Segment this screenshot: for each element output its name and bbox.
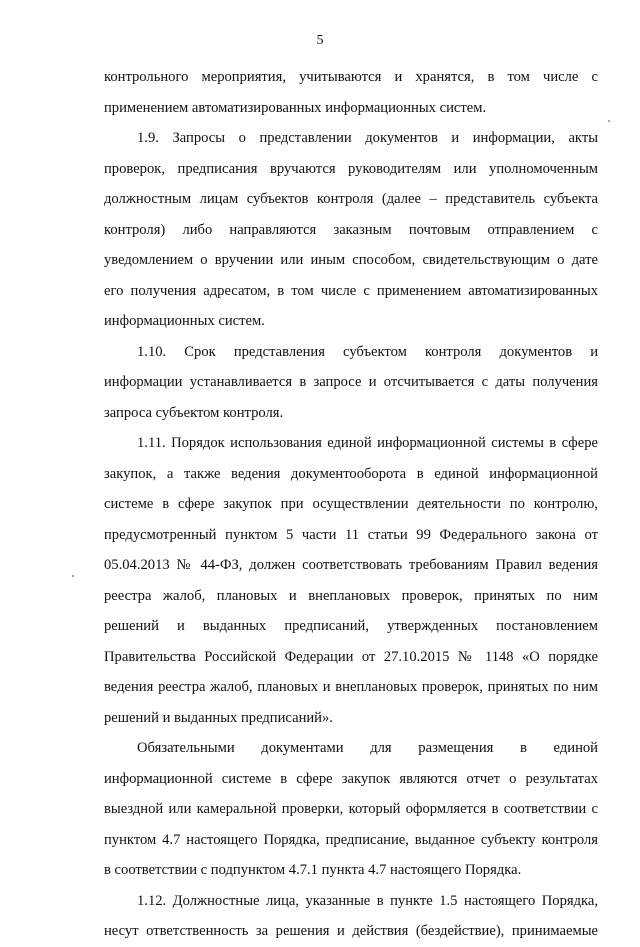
text-line: применением автоматизированных информационных систем. xyxy=(104,99,487,116)
text-line: информации устанавливается в запросе и отсчитывается с даты получения xyxy=(104,374,598,390)
text-line: уведомлением о вручении или иным способом, свидетельствующим о дате xyxy=(104,252,598,268)
text-line: должностным лицам субъектов контроля (далее – представитель субъекта xyxy=(104,191,598,207)
text-line: системе в сфере закупок при осуществлении деятельности по контролю, xyxy=(104,496,598,512)
text-line: информационных систем. xyxy=(104,313,265,329)
text-line: запроса субъектом контроля. xyxy=(104,404,284,421)
text-line: решений и выданных предписаний, утвержденных постановлением xyxy=(104,618,598,634)
text-line: его получения адресатом, в том числе с применением автоматизированных xyxy=(104,282,598,299)
text-line: несут ответственность за решения и действия (бездействие), принимаемые xyxy=(104,923,598,939)
text-line: в соответствии с подпунктом 4.7.1 пункта 4.7 настоящего Порядка. xyxy=(104,862,522,878)
text-line: 1.10. Срок представления субъектом контроля документов и xyxy=(137,343,598,360)
text-line: 1.9. Запросы о представлении документов и информации, акты xyxy=(137,130,598,146)
scan-speck xyxy=(608,120,610,122)
text-line: закупок, а также ведения документооборота в единой информационной xyxy=(104,465,598,482)
text-line: Обязательными документами для размещения в единой xyxy=(137,740,598,756)
text-line: реестра жалоб, плановых и внеплановых проверок, принятых по ним xyxy=(104,587,598,604)
text-line: информационной системе в сфере закупок являются отчет о результатах xyxy=(104,770,598,787)
text-line: ведения реестра жалоб, плановых и внеплановых проверок, принятых по ним xyxy=(104,679,598,695)
text-line: выездной или камеральной проверки, который оформляется в соответствии с xyxy=(104,801,598,817)
text-line: решений и выданных предписаний». xyxy=(104,709,333,726)
text-line: пунктом 4.7 настоящего Порядка, предписание, выданное субъекту контроля xyxy=(104,831,598,848)
text-line: 05.04.2013 № 44-ФЗ, должен соответствовать требованиям Правил ведения xyxy=(104,557,598,573)
text-line: Правительства Российской Федерации от 27.10.2015 № 1148 «О порядке xyxy=(104,648,598,665)
text-line: предусмотренный пунктом 5 части 11 статьи 99 Федерального закона от xyxy=(104,526,598,543)
page-number: 5 xyxy=(316,33,324,48)
scan-speck xyxy=(72,575,74,577)
body-text xyxy=(104,62,598,947)
text-line: 1.11. Порядок использования единой информационной системы в сфере xyxy=(137,435,598,451)
text-line: 1.12. Должностные лица, указанные в пункте 1.5 настоящего Порядка, xyxy=(137,892,598,909)
text-line: проверок, предписания вручаются руководителям или уполномоченным xyxy=(104,160,598,177)
text-line: контроля) либо направляются заказным почтовым отправлением с xyxy=(104,221,598,238)
text-line: контрольного мероприятия, учитываются и хранятся, в том числе с xyxy=(104,69,598,85)
